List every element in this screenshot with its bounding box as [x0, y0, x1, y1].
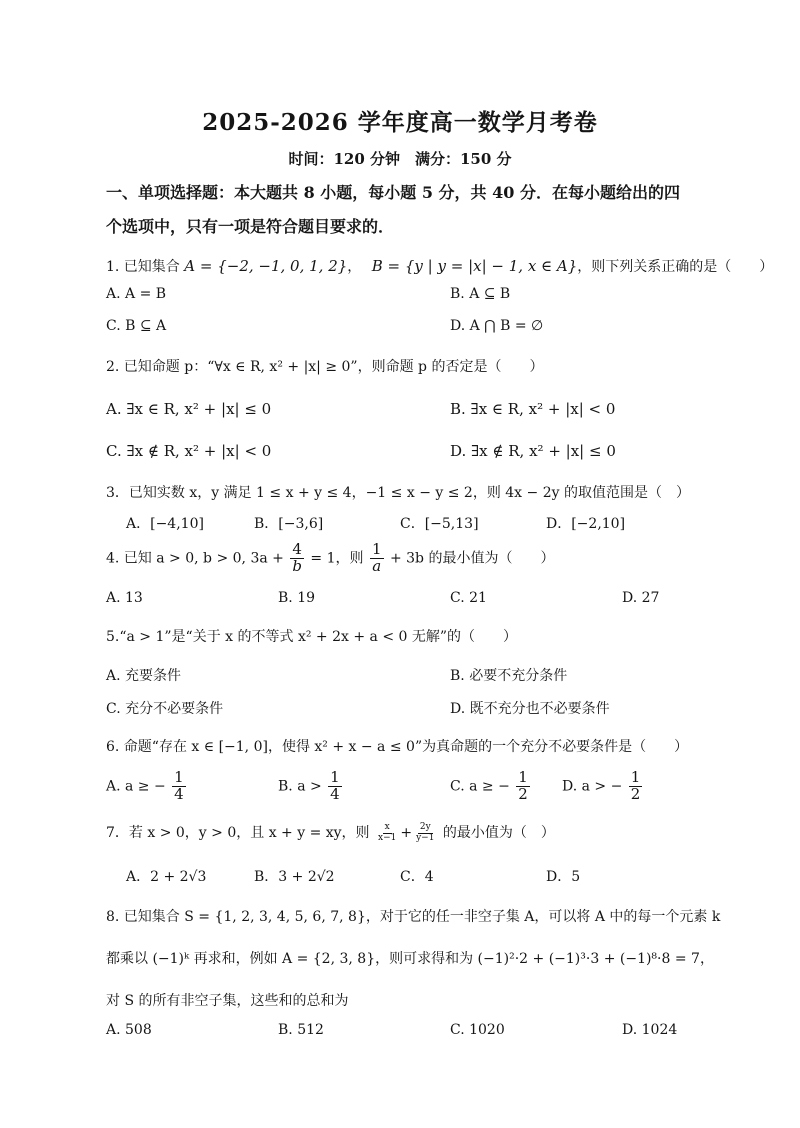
- exam-title: 2025-2026 学年度高一数学月考卷: [202, 109, 598, 136]
- q8-line-3: 对 S 的所有非空子集，这些和的总和为: [106, 993, 349, 1009]
- q6-option-d-text: D. a > −: [562, 778, 623, 795]
- q6-option-c-text: C. a ≥ −: [450, 778, 510, 795]
- q3-option-d: D．[−2,10]: [546, 516, 626, 532]
- q6-b-num: 1: [330, 768, 340, 786]
- q4-frac2-num: 1: [371, 540, 382, 558]
- q4-stem-b: = 1，则: [310, 550, 364, 567]
- q4-frac-1-over-a: [370, 542, 384, 575]
- q2-option-a: A. ∃x ∈ R, x² + |x| ≤ 0: [106, 400, 272, 418]
- q6-option-b-text: B. a >: [278, 778, 322, 795]
- q1-option-c: C. B ⊆ A: [106, 318, 167, 334]
- q6-a-num: 1: [174, 768, 184, 786]
- q7-f1-den: x−1: [378, 832, 397, 843]
- q7-plus: +: [400, 825, 413, 841]
- q2-stem: 2. 已知命题 p：“∀x ∈ R, x² + |x| ≥ 0”，则命题 p 的否定是（ ）: [106, 359, 544, 375]
- q7-option-a: A．2 + 2√3: [126, 869, 207, 885]
- q1-stem-a: 1. 已知集合: [106, 259, 180, 275]
- q6-option-b-frac: [328, 770, 342, 803]
- q2-option-b: B. ∃x ∈ R, x² + |x| < 0: [450, 400, 616, 418]
- q4-option-c: C. 21: [450, 590, 487, 606]
- q2-option-c: C. ∃x ∉ R, x² + |x| < 0: [106, 442, 272, 460]
- q6-b-den: 4: [330, 784, 340, 803]
- q2-option-d: D. ∃x ∉ R, x² + |x| ≤ 0: [450, 442, 616, 460]
- q5-option-a: A. 充要条件: [106, 668, 182, 684]
- q3-stem: 3．已知实数 x，y 满足 1 ≤ x + y ≤ 4，−1 ≤ x − y ≤ 2，则 4x − 2y 的取值范围是（ ）: [106, 485, 690, 501]
- q6-stem: 6. 命题“存在 x ∈ [−1, 0]，使得 x² + x − a ≤ 0”为真命题的一个充分不必要条件是（ ）: [106, 739, 689, 755]
- q6-d-den: 2: [630, 784, 641, 803]
- exam-subtitle: 时间：120 分钟 满分：150 分: [288, 150, 512, 168]
- q4-frac-4-over-b: [290, 542, 304, 575]
- q4-frac2-den: a: [372, 556, 382, 575]
- q1-set-b: B = {y | y = |x| − 1, x ∈ A}: [371, 257, 578, 275]
- q5-option-b: B. 必要不充分条件: [450, 668, 568, 684]
- q4-stem: [106, 542, 554, 575]
- q6-option-a-text: A. a ≥ −: [106, 778, 166, 795]
- q6-option-a: [106, 770, 188, 803]
- q7-frac-2: [414, 823, 436, 843]
- q8-line-2: 都乘以 (−1)ᵏ 再求和，例如 A = {2, 3, 8}，则可求得和为 (−1)²·2 + (−1)³·3 + (−1)⁸·8 = 7，: [106, 951, 714, 967]
- section-header: [106, 176, 706, 244]
- q7-stem-a: 7．若 x > 0，y > 0，且 x + y = xy，则: [106, 825, 370, 841]
- q1-stem: [106, 256, 773, 276]
- q6-option-d-frac: [629, 770, 643, 803]
- q6-option-b: [278, 770, 344, 803]
- q4-stem-a: 4. 已知 a > 0, b > 0, 3a +: [106, 550, 284, 567]
- q6-c-num: 1: [518, 768, 528, 786]
- q1-option-d: D. A ⋂ B = ∅: [450, 318, 544, 334]
- q4-frac1-num: 4: [292, 540, 302, 558]
- q7-f1-num: x: [384, 822, 390, 833]
- q6-c-den: 2: [518, 784, 528, 803]
- q3-option-b: B．[−3,6]: [254, 516, 324, 532]
- q7-option-d: D．5: [546, 869, 581, 885]
- q5-option-c: C. 充分不必要条件: [106, 701, 224, 717]
- section-line-2: 个选项中，只有一项是符合题目要求的．: [106, 217, 395, 236]
- q4-frac1-den: b: [292, 556, 302, 575]
- q7-frac-1: [376, 823, 398, 843]
- q4-option-d: D. 27: [622, 590, 660, 606]
- q6-option-d: [562, 770, 644, 803]
- q6-option-a-frac: [172, 770, 186, 803]
- q1-sep: ，: [347, 259, 362, 275]
- q3-option-c: C．[−5,13]: [400, 516, 479, 532]
- q7-stem-b: 的最小值为（ ）: [442, 825, 555, 841]
- q6-a-den: 4: [174, 784, 184, 803]
- q1-option-a: A. A = B: [106, 286, 167, 302]
- q3-option-a: A．[−4,10]: [126, 516, 204, 532]
- q8-option-b: B. 512: [278, 1022, 324, 1038]
- q8-option-d: D. 1024: [622, 1022, 678, 1038]
- q1-set-a: A = {−2, −1, 0, 1, 2}: [184, 257, 348, 275]
- q4-option-a: A. 13: [106, 590, 143, 606]
- q7-f2-den: y−1: [416, 832, 435, 843]
- q7-f2-num: 2y: [419, 822, 431, 833]
- q7-stem: [106, 822, 555, 843]
- q6-d-num: 1: [630, 768, 641, 786]
- q8-option-a: A. 508: [106, 1022, 152, 1038]
- q8-line-1: 8. 已知集合 S = {1, 2, 3, 4, 5, 6, 7, 8}，对于它的任一非空子集 A，可以将 A 中的每一个元素 k: [106, 909, 721, 925]
- q7-option-b: B．3 + 2√2: [254, 869, 335, 885]
- q8-option-c: C. 1020: [450, 1022, 505, 1038]
- q5-stem: 5.“a > 1”是“关于 x 的不等式 x² + 2x + a < 0 无解”的（ ）: [106, 629, 518, 645]
- q7-option-c: C．4: [400, 869, 434, 885]
- q1-option-b: B. A ⊆ B: [450, 286, 511, 302]
- q5-option-d: D. 既不充分也不必要条件: [450, 701, 610, 717]
- q4-stem-c: + 3b 的最小值为（ ）: [389, 550, 555, 567]
- q6-option-c: [450, 770, 532, 803]
- q4-option-b: B. 19: [278, 590, 316, 606]
- q1-stem-b: ，则下列关系正确的是（ ）: [577, 259, 774, 275]
- section-line-1: 一、单项选择题：本大题共 8 小题，每小题 5 分，共 40 分．在每小题给出的四: [106, 183, 680, 202]
- q6-option-c-frac: [516, 770, 530, 803]
